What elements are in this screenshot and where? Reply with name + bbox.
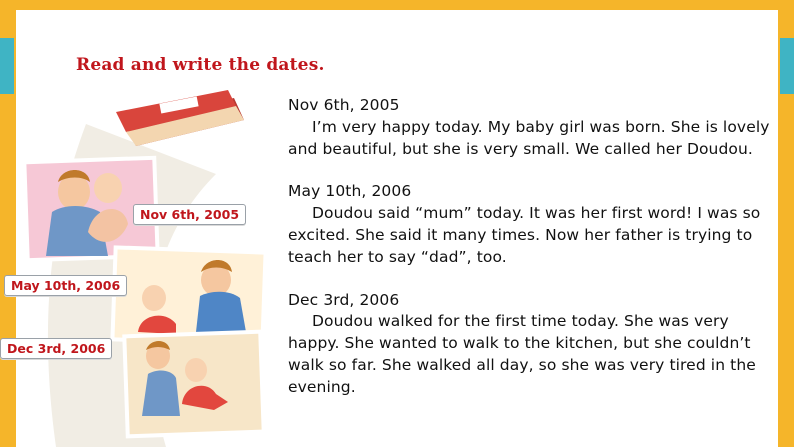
page-title: Read and write the dates. (76, 55, 325, 75)
entry-date: Dec 3rd, 2006 (288, 290, 400, 309)
panel-first-steps (124, 332, 263, 437)
entry-date: May 10th, 2006 (288, 182, 412, 201)
left-accent-bar (0, 38, 14, 94)
date-label-dec-2006[interactable]: Dec 3rd, 2006 (0, 338, 112, 359)
entry-body: I’m very happy today. My baby girl was born. She is lovely and beautiful, but she is very small. We called her Doudou. (288, 117, 770, 158)
entry-date: Nov 6th, 2005 (288, 96, 400, 114)
diary-text (288, 95, 776, 420)
date-label-nov-2005[interactable]: Nov 6th, 2005 (133, 204, 246, 225)
entry-body: Doudou said “mum” today. It was her first word! I was so excited. She said it many times. Now her father is trying to teach her to say “dad”, too. (288, 204, 761, 266)
diary-illustration (16, 84, 276, 447)
panel-first-word (112, 247, 265, 344)
date-label-may-2006[interactable]: May 10th, 2006 (4, 275, 127, 296)
right-accent-bar (780, 38, 794, 94)
slide-page (16, 10, 778, 447)
diary-entry (288, 181, 776, 268)
diary-entry (288, 95, 776, 160)
diary-entry (288, 290, 776, 399)
entry-body: Doudou walked for the first time today. She was very happy. She wanted to walk to the kitchen, but she couldn’t walk so far. She walked all day, so she was very tired in the evening. (288, 312, 756, 396)
diary-book-icon (116, 90, 244, 146)
